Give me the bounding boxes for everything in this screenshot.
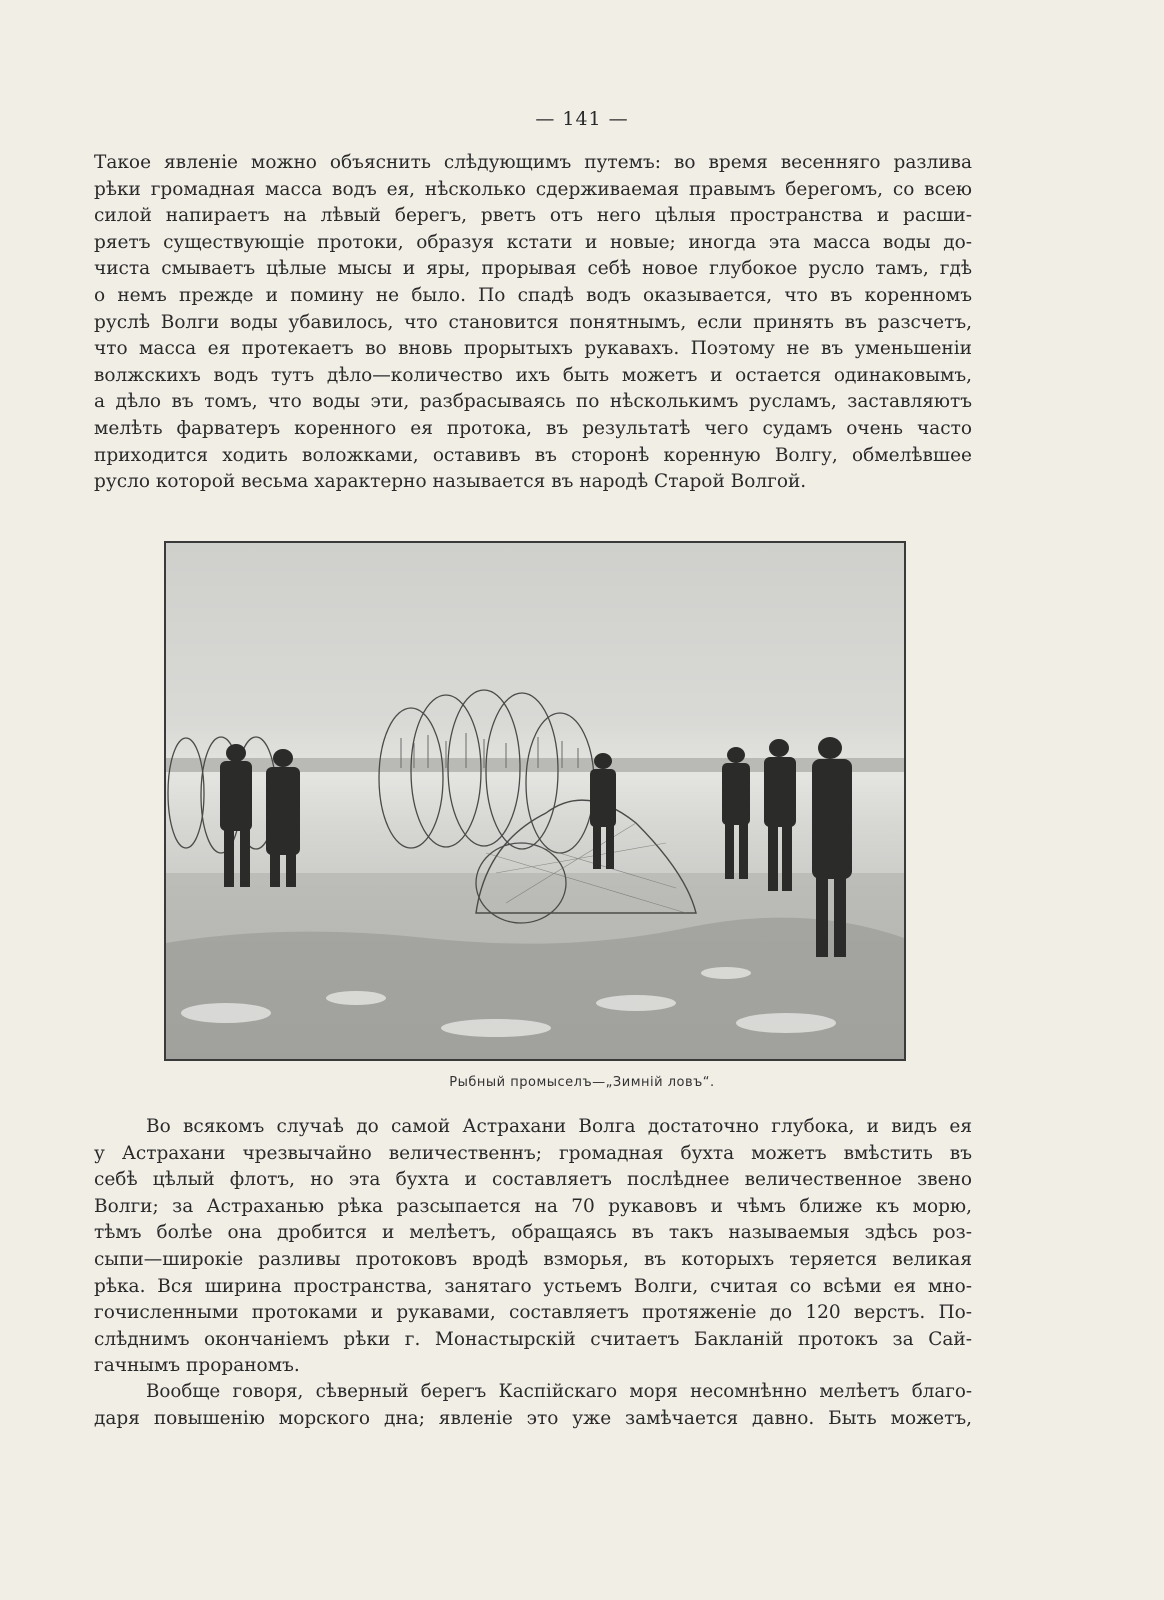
text-line: Такое явленіе можно объяснить слѣдующимъ путемъ: во время весенняго разлива — [94, 152, 972, 173]
text-line: Вообще говоря, сѣверный берегъ Каспійскаго моря несомнѣнно мелѣетъ благо- — [146, 1381, 972, 1402]
fisherman-3 — [590, 753, 616, 869]
text-line: сыпи—широкіе разливы протоковъ вродѣ взморья, въ которыхъ теряется великая — [94, 1248, 972, 1270]
text-line: русло которой весьма характерно называется въ народѣ Старой Волгой. — [94, 471, 807, 493]
fisherman-5 — [764, 739, 796, 891]
fisherman-2 — [266, 749, 300, 887]
text-line: рѣка. Вся ширина пространства, занятаго устьемъ Волги, считая со всѣми ея мно- — [94, 1275, 972, 1297]
text-line: о немъ прежде и помину не было. По спадѣ водъ оказывается, что въ коренномъ — [94, 284, 972, 306]
text-line: тѣмъ болѣе она дробится и мелѣетъ, обращаясь въ такъ называемыя здѣсь роз- — [94, 1222, 972, 1244]
text-line: гачнымъ прораномъ. — [94, 1355, 300, 1377]
text-line: а дѣло въ томъ, что воды эти, разбрасываясь по нѣсколькимъ русламъ, заставляютъ — [94, 391, 972, 413]
text-line: приходится ходить воложками, оставивъ въ сторонѣ коренную Волгу, обмелѣвшее — [94, 444, 972, 466]
illustration-drawing — [166, 543, 904, 1059]
text-line: руслѣ Волги воды убавилось, что становится понятнымъ, если принять въ разсчетъ, — [94, 311, 972, 333]
text-line: что масса ея протекаетъ во вновь прорытыхъ рукавахъ. Поэтому не въ уменьшеніи — [94, 338, 972, 360]
text-line: силой напираетъ на лѣвый берегъ, рветъ отъ него цѣлыя пространства и расши- — [94, 205, 972, 227]
fisherman-1 — [220, 744, 252, 887]
fisherman-4 — [722, 747, 750, 879]
text-line: слѣднимъ окончаніемъ рѣки г. Монастырскій считаетъ Бакланій протокъ за Сай- — [94, 1328, 972, 1350]
text-line: ряетъ существующіе протоки, образуя кстати и новые; иногда эта масса воды до- — [94, 231, 972, 253]
text-line: гочисленными протоками и рукавами, составляетъ протяженіе до 120 верстъ. По- — [94, 1302, 972, 1324]
page-number: — 141 — — [535, 108, 629, 130]
text-line: даря повышенію морского дна; явленіе это уже замѣчается давно. Быть можетъ, — [94, 1407, 972, 1429]
figure-caption: Рыбный промыселъ—„Зимній ловъ“. — [449, 1075, 715, 1090]
paragraph-3 — [94, 1379, 972, 1432]
text-line: волжскихъ водъ тутъ дѣло—количество ихъ быть можетъ и остается одинаковымъ, — [94, 364, 972, 386]
winter-fishing-illustration — [164, 541, 906, 1061]
text-line: рѣки громадная масса водъ ея, нѣсколько сдерживаемая правымъ берегомъ, со всею — [94, 178, 972, 200]
text-line: себѣ цѣлый флотъ, но эта бухта и составляетъ послѣднее величественное звено — [94, 1169, 972, 1191]
paragraph-1 — [94, 150, 972, 496]
text-line: у Астрахани чрезвычайно величественнъ; громадная бухта можетъ вмѣстить въ — [94, 1142, 972, 1164]
text-line: мелѣть фарватеръ коренного ея протока, въ результатѣ чего судамъ очень часто — [94, 417, 972, 439]
paragraph-2 — [94, 1114, 972, 1380]
text-line: Волги; за Астраханью рѣка разсыпается на 70 рукавовъ и чѣмъ ближе къ морю, — [94, 1195, 972, 1217]
text-line: Во всякомъ случаѣ до самой Астрахани Волга достаточно глубока, и видъ ея — [146, 1116, 972, 1137]
text-line: чиста смываетъ цѣлые мысы и яры, прорывая себѣ новое глубокое русло тамъ, гдѣ — [94, 258, 972, 280]
